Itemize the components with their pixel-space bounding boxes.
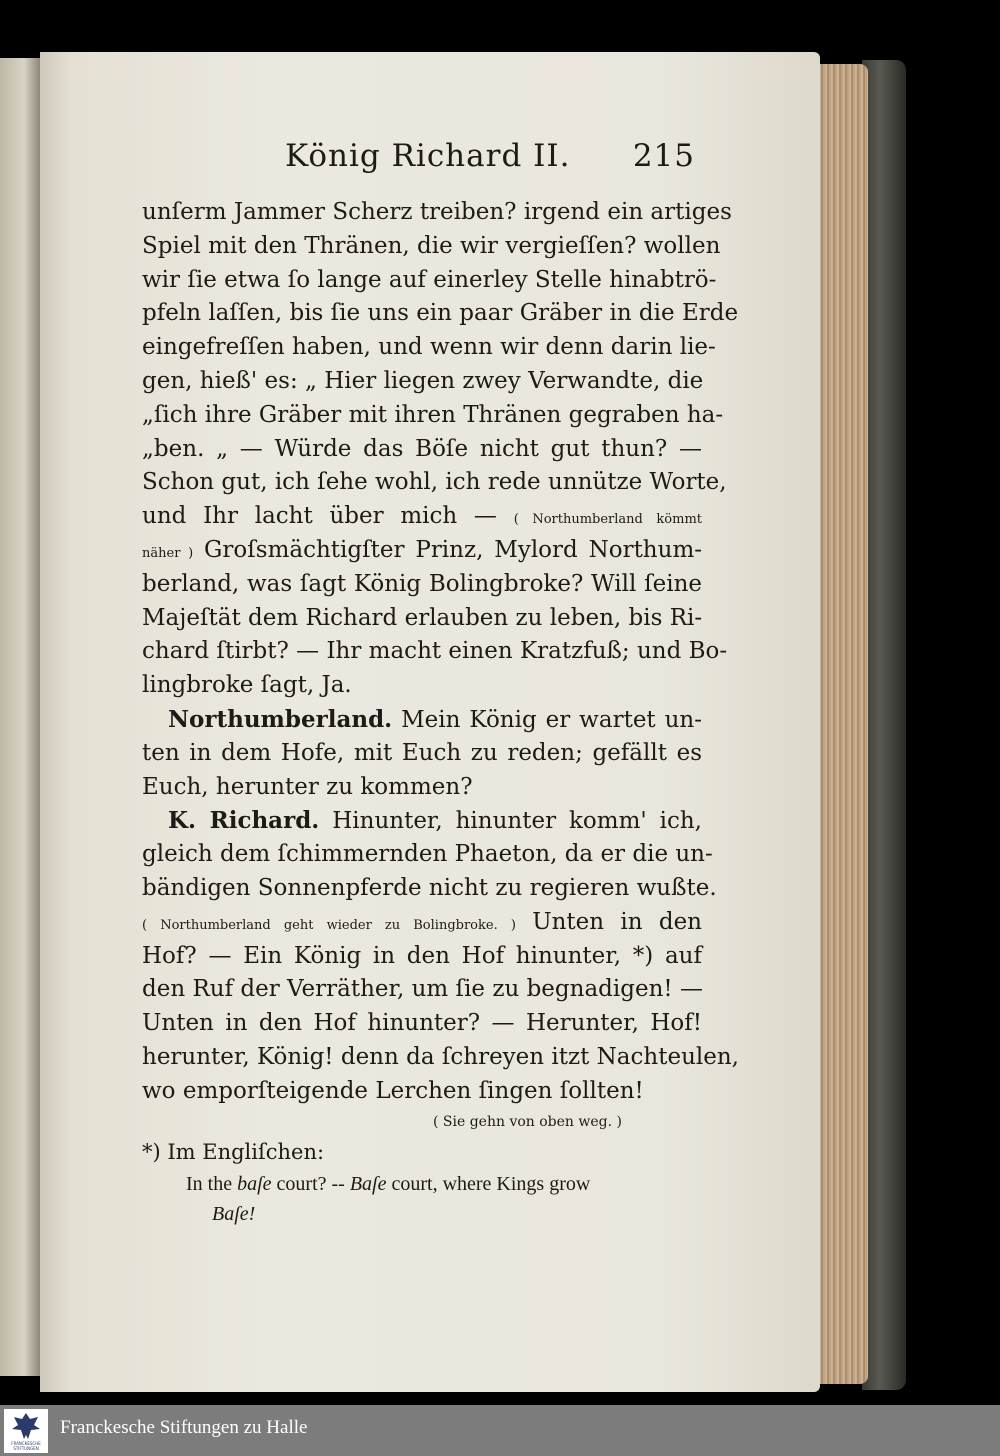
text-line (142, 906, 702, 940)
text-line: den Ruf der Verräther, um ſie zu begnadigen! — (142, 976, 703, 1003)
footnote-marker: *) Im Engliſchen: (142, 1139, 325, 1164)
line-text: Hinunter, hinunter komm' ich, (332, 808, 702, 835)
text-line: pfeln laſſen, bis ſie uns ein paar Gräber in die Erde (142, 300, 739, 327)
book-cover-edge (862, 60, 906, 1390)
stage-direction: näher ) (142, 545, 194, 561)
text-line (142, 534, 702, 568)
speaker-name: K. Richard. (168, 807, 320, 835)
body-text (142, 196, 739, 1229)
footnote-line (142, 1199, 702, 1229)
text-line: Majeſtät dem Richard erlauben zu leben, bis Ri- (142, 604, 703, 631)
footnote-text: court? -- (271, 1172, 350, 1195)
footnote-italic: Baſe (349, 1172, 387, 1195)
text-line: herunter, König! denn da ſchreyen itzt Nachteulen, (142, 1043, 739, 1070)
line-text: und Ihr lacht über mich — (142, 503, 497, 530)
text-line: eingefreſſen haben, und wenn wir denn darin lie- (142, 334, 716, 361)
page-block-edges (818, 64, 868, 1384)
speaker-name: Northumberland. (168, 705, 393, 733)
text-line: berland, was ſagt König Bolingbroke? Will ſeine (142, 570, 702, 597)
text-line: Schon gut, ich ſehe wohl, ich rede unnütze Worte, (142, 469, 727, 496)
footnote-line (142, 1169, 702, 1199)
text-line: lingbroke ſagt, Ja. (142, 672, 352, 699)
text-line (142, 500, 702, 534)
stage-direction: ( Sie gehn von oben weg. ) (433, 1113, 622, 1130)
page-number: 215 (632, 138, 695, 174)
text-line: ten in dem Hofe, mit Euch zu reden; gefällt es (142, 739, 702, 766)
speech-line (142, 804, 702, 838)
stage-direction: ( Northumberland kömmt (513, 512, 703, 528)
text-line: chard ſtirbt? — Ihr macht einen Kratzfuß; und Bo- (142, 638, 728, 665)
footnote-italic: baſe (237, 1172, 272, 1195)
footnote-text: court, where Kings grow (386, 1172, 591, 1195)
text-line: Euch, herunter zu kommen? (142, 773, 473, 800)
line-text: Mein König er wartet un- (401, 706, 703, 733)
institution-logo (4, 1409, 48, 1453)
running-title: König Richard II. (285, 138, 571, 174)
text-line: wo emporſteigende Lerchen ſingen ſollten! (142, 1077, 644, 1104)
institution-name: Franckesche Stiftungen zu Halle (60, 1417, 308, 1438)
text-line: Spiel mit den Thränen, die wir vergieſſen? wollen (142, 232, 721, 259)
institution-footer (0, 1405, 1000, 1456)
text-line: gen, hieß' es: „ Hier liegen zwey Verwandte, die (142, 367, 704, 394)
text-line: wir ſie etwa ſo lange auf einerley Stelle hinabtrö- (142, 266, 717, 293)
facing-page-edge (0, 58, 40, 1376)
text-line: bändigen Sonnenpferde nicht zu regieren wußte. (142, 874, 717, 901)
line-text: Unten in den (532, 908, 702, 935)
running-header (285, 138, 705, 182)
stage-direction: ( Northumberland geht wieder zu Bolingbroke. ) (142, 917, 516, 933)
eagle-icon (4, 1409, 48, 1443)
speech-line (142, 703, 702, 737)
text-line: gleich dem ſchimmernden Phaeton, da er die un- (142, 841, 713, 868)
footnote-italic: Baſe! (212, 1202, 256, 1225)
text-line: Hof? — Ein König in den Hof hinunter, *) auf (142, 942, 702, 969)
line-text: Groſsmächtigſter Prinz, Mylord Northum- (204, 536, 703, 563)
logo-text: FRANCKESCHE STIFTUNGEN (11, 1441, 41, 1451)
text-line: unſerm Jammer Scherz treiben? irgend ein artiges (142, 199, 732, 225)
text-line: „ſich ihre Gräber mit ihren Thränen gegraben ha- (142, 401, 724, 428)
text-line: „ben. „ — Würde das Böſe nicht gut thun? — (142, 435, 702, 462)
text-line: Unten in den Hof hinunter? — Herunter, Hof! (142, 1010, 702, 1037)
footnote-text: In the (186, 1172, 238, 1195)
